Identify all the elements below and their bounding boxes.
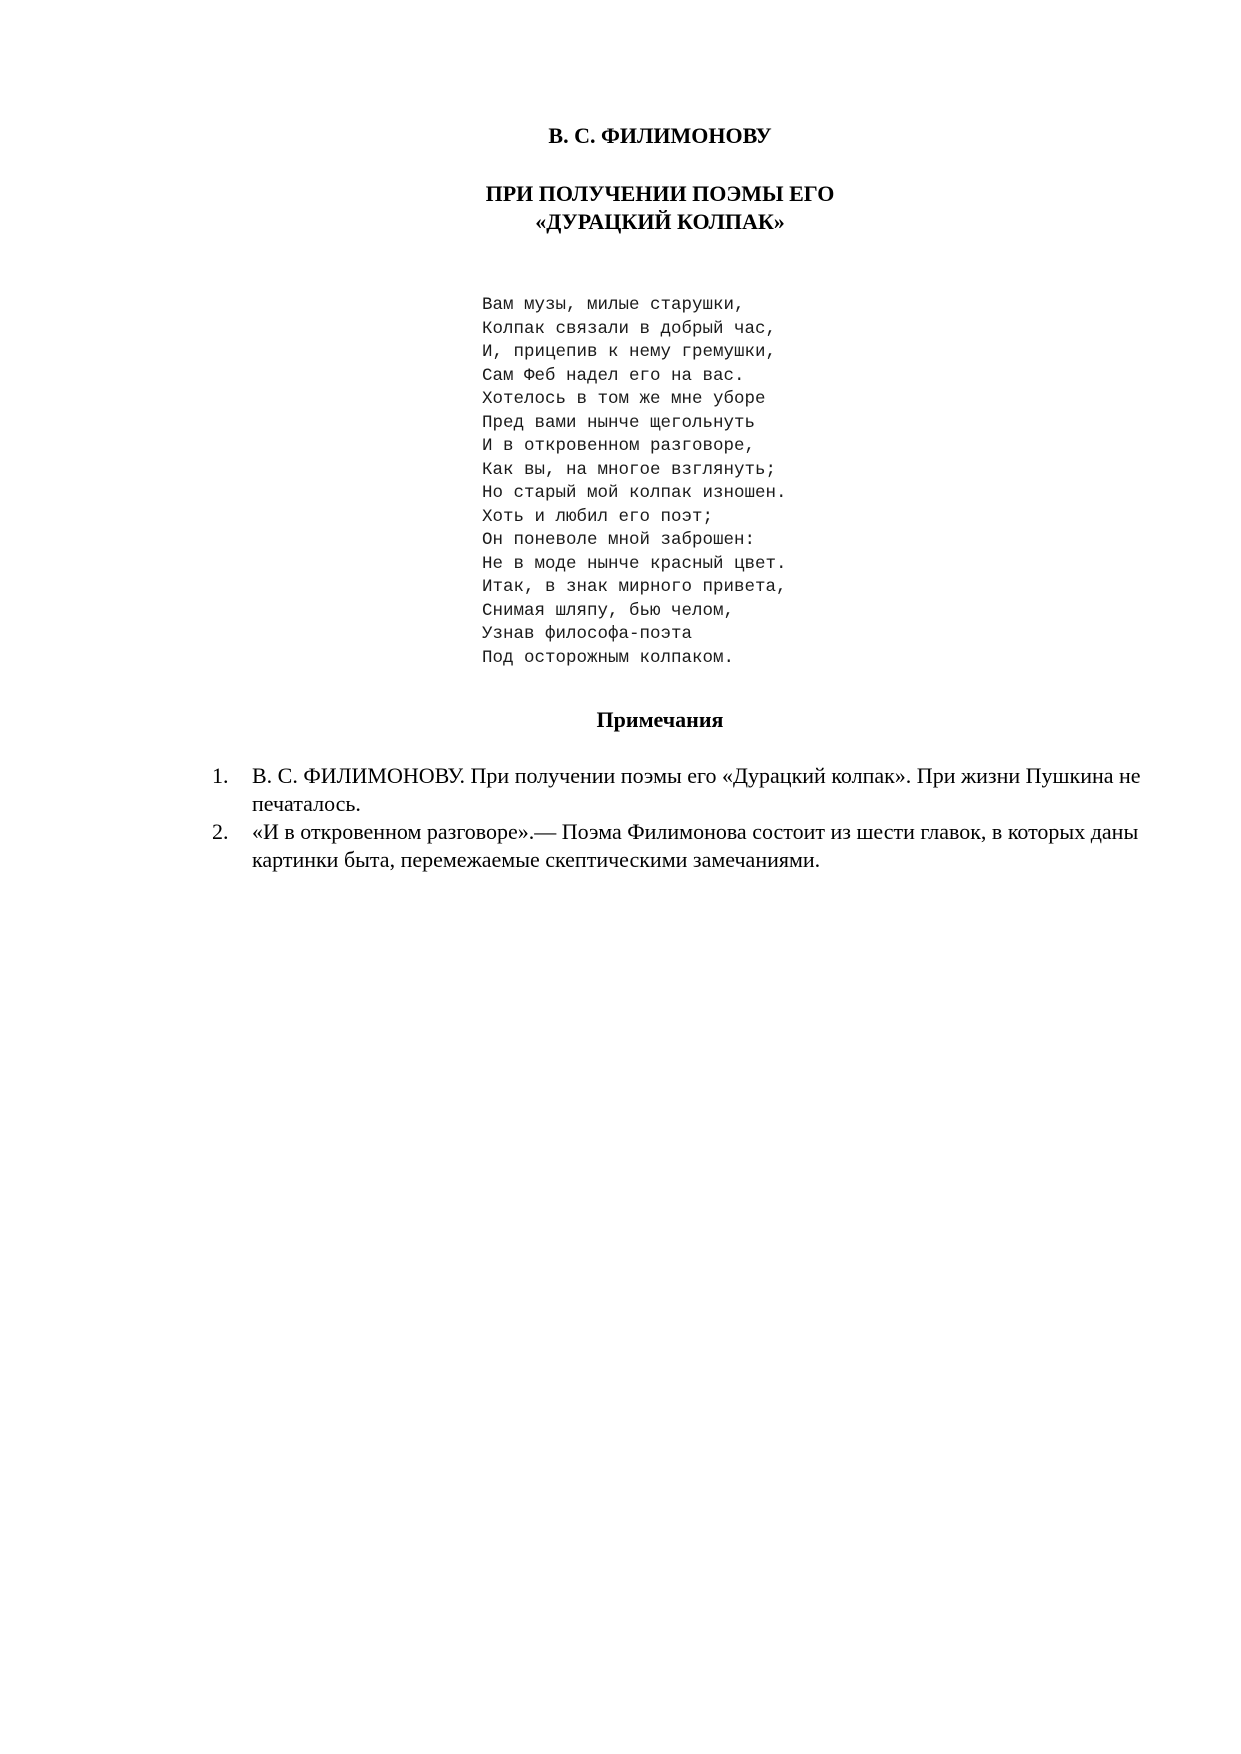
poem-line: Хотелось в том же мне уборе [482, 389, 766, 409]
poem-line: Как вы, на многое взглянуть; [482, 459, 777, 480]
poem-line: Колпак связали в добрый час, [482, 318, 777, 339]
poem-line: Итак, в знак мирного привета, [482, 577, 787, 597]
poem-line: Узнав философа-поэта [482, 624, 693, 644]
note-item [212, 762, 1142, 818]
subtitle-line: «ДУРАЦКИЙ КОЛПАК» [535, 209, 785, 234]
poem-line: Не в моде нынче красный цвет. [482, 553, 787, 574]
poem-line: И, прицепив к нему гремушки, [482, 342, 777, 362]
note-text: В. С. ФИЛИМОНОВУ. При получении поэмы его «Дурацкий колпак». При жизни Пушкина не печаталось. [252, 763, 1141, 816]
note-item [212, 818, 1142, 874]
poem-line: Под осторожным колпаком. [482, 647, 735, 668]
note-number: 2. [212, 819, 229, 844]
document-subtitle [0, 180, 1241, 236]
poem-line: И в откровенном разговоре, [482, 436, 756, 456]
document-title: В. С. ФИЛИМОНОВУ [548, 123, 772, 148]
subtitle-line: ПРИ ПОЛУЧЕНИИ ПОЭМЫ ЕГО [485, 181, 835, 206]
poem-line: Но старый мой колпак изношен. [482, 483, 787, 503]
poem-line: Хоть и любил его поэт; [482, 506, 714, 527]
poem-line: Снимая шляпу, бью челом, [482, 600, 735, 621]
poem-line: Он поневоле мной заброшен: [482, 530, 756, 550]
note-number: 1. [212, 763, 229, 788]
poem-line: Сам Феб надел его на вас. [482, 365, 745, 386]
notes-heading: Примечания [596, 707, 724, 732]
notes-list [212, 762, 1142, 874]
note-text: «И в откровенном разговоре».— Поэма Филимонова состоит из шести главок, в которых даны картинки быта, перемежаемые скептическими замечаниями. [252, 819, 1139, 872]
poem-line: Пред вами нынче щегольнуть [482, 412, 756, 433]
poem-line: Вам музы, милые старушки, [482, 295, 745, 315]
poem-text [482, 294, 787, 670]
